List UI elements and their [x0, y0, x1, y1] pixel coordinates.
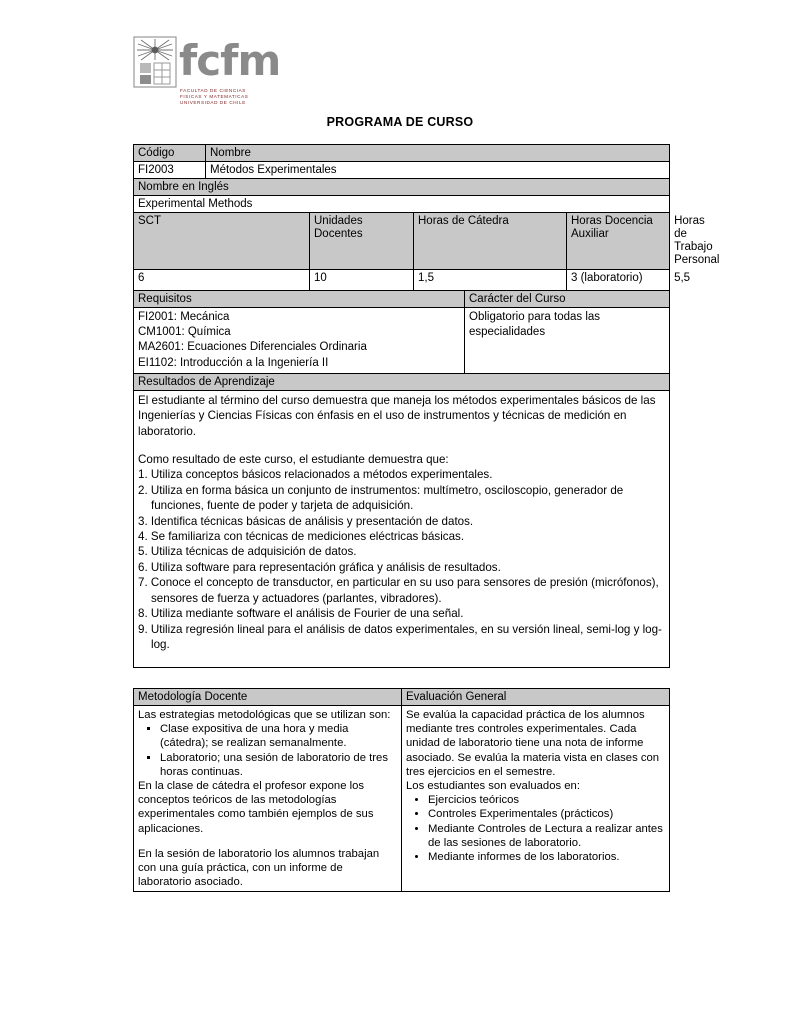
logo-subtitle [180, 88, 330, 107]
header-resultados-aprendizaje: Resultados de Aprendizaje [134, 373, 670, 390]
resultado-item: 7. Conoce el concepto de transductor, en particular en su uso para sensores de presión (micrófonos), sensores de fuerza y actuadores (parlantes, vibradores). [138, 576, 659, 605]
table-row-hours-values: 6 10 1,5 3 (laboratorio) 5,5 [134, 270, 670, 291]
value-nombre-ingles: Experimental Methods [134, 196, 670, 213]
metodologia-body [134, 706, 402, 892]
table-row-nombre-ingles-header [134, 179, 670, 196]
resultado-item: 3. Identifica técnicas básicas de análisis y presentación de datos. [138, 514, 474, 528]
caracter-curso-text: Obligatorio para todas las especialidades [465, 308, 670, 374]
resultados-intro: El estudiante al término del curso demuestra que maneja los métodos experimentales básicos de las Ingenierías y Ciencias Físicas con énfasis en el uso de instrumentos y técnicas de medición en laboratorio. [138, 393, 656, 438]
resultado-item: 4. Se familiariza con técnicas de mediciones eléctricas básicas. [138, 530, 465, 544]
resultado-item: 2. Utiliza en forma básica un conjunto de instrumentos: multímetro, osciloscopio, generador de funciones, fuente de poder y tarjeta de adquisición. [138, 483, 624, 513]
table-row-resultados-header [134, 373, 670, 390]
value-horas-catedra: 1,5 [414, 270, 567, 291]
header-requisitos: Requisitos [134, 291, 465, 308]
page-title: PROGRAMA DE CURSO [326, 115, 474, 129]
header-horas-docencia-auxiliar: Horas Docencia Auxiliar [567, 213, 670, 270]
table-row-nombre-ingles-value [134, 196, 670, 213]
table-row-requisitos-header [134, 291, 670, 308]
logo-subtitle-line-1: FACULTAD DE CIENCIAS [180, 88, 246, 93]
evaluacion-bullets [406, 793, 665, 864]
value-unidades-docentes: 10 [310, 270, 414, 291]
logo-subtitle-line-2: FISICAS Y MATEMATICAS [180, 94, 249, 100]
metodologia-para-3: En la sesión de laboratorio los alumnos trabajan con una guía práctica, con un informe de laboratorio asociado. [138, 847, 380, 889]
metodologia-bullet: ▪ Laboratorio; una sesión de laboratorio de tres horas continuas. [160, 751, 397, 779]
value-nombre: Métodos Experimentales [206, 162, 670, 179]
evaluacion-body [402, 706, 670, 892]
evaluacion-bullet: • Mediante Controles de Lectura a realizar antes de las sesiones de laboratorio. [428, 822, 665, 850]
header-unidades-docentes: Unidades Docentes [310, 213, 414, 270]
table-row-resultados-body [134, 390, 670, 668]
requisito-item: FI2001: Mecánica [138, 311, 230, 323]
header-horas-catedra: Horas de Cátedra [414, 213, 567, 270]
header-metodologia-docente: Metodología Docente [134, 689, 402, 706]
table-row-bottom-body [134, 706, 670, 892]
metodologia-bullet: ▪ Clase expositiva de una hora y media (cátedra); se realizan semanalmente. [160, 722, 397, 750]
metodologia-bullets [138, 722, 397, 779]
logo-wordmark: fcfm [179, 36, 281, 85]
requisito-item: CM1001: Química [138, 326, 231, 339]
resultado-item: 8. Utiliza mediante software el análisis de Fourier de una señal. [138, 607, 464, 621]
table-row-codigo-value [134, 162, 670, 179]
resultado-item: 6. Utiliza software para representación gráfica y análisis de resultados. [138, 560, 501, 574]
methodology-evaluation-table [133, 688, 670, 892]
metodologia-intro: Las estrategias metodológicas que se utilizan son: [138, 709, 391, 721]
header-nombre: Nombre [206, 145, 670, 162]
resultado-item: 9. Utiliza regresión lineal para el análisis de datos experimentales, en su versión lineal, semi-log y log-log. [138, 622, 662, 651]
evaluacion-bullet: • Mediante informes de los laboratorios. [428, 850, 665, 864]
resultados-body [134, 390, 670, 668]
table-row-codigo-header [134, 145, 670, 162]
requisito-item: MA2601: Ecuaciones Diferenciales Ordinaria [138, 341, 367, 354]
value-codigo: FI2003 [134, 162, 206, 179]
evaluacion-bullet: • Ejercicios teóricos [428, 793, 665, 807]
resultados-lead: Como resultado de este curso, el estudiante demuestra que: [138, 453, 449, 467]
metodologia-para-2: En la clase de cátedra el profesor expone los conceptos teóricos de las metodologías experimentales como también ejemplos de sus aplicaciones. [138, 780, 374, 835]
evaluacion-intro: Se evalúa la capacidad práctica de los alumnos mediante tres controles experimentales. Cada unidad de laboratorio tiene una nota de informe asociado. Se evalúa la materia vista en clases con tres ejercicios en el semestre. [406, 709, 660, 778]
header-evaluacion-general: Evaluación General [402, 689, 670, 706]
requisito-item: EI1102: Introducción a la Ingeniería II [138, 356, 329, 369]
header-codigo: Código [134, 145, 206, 162]
header-nombre-ingles: Nombre en Inglés [134, 179, 670, 196]
value-horas-docencia-auxiliar: 3 (laboratorio) [567, 270, 670, 291]
table-row-bottom-headers [134, 689, 670, 706]
value-sct: 6 [134, 270, 310, 291]
table-row-requisitos-values [134, 308, 670, 374]
course-info-table [133, 144, 720, 668]
logo-subtitle-line-3: UNIVERSIDAD DE CHILE [180, 100, 246, 106]
evaluacion-lead: Los estudiantes son evaluados en: [406, 780, 580, 793]
resultado-item: 1. Utiliza conceptos básicos relacionados a métodos experimentales. [138, 468, 493, 482]
logo-mark-icon [133, 36, 177, 88]
evaluacion-bullet: • Controles Experimentales (prácticos) [428, 807, 665, 821]
faculty-logo [133, 36, 333, 116]
table-row-hours-header: SCT Unidades Docentes Horas de Cátedra Horas Docencia Auxiliar Horas de Trabajo Personal [134, 213, 670, 270]
header-caracter-curso: Carácter del Curso [465, 291, 670, 308]
resultado-item: 5. Utiliza técnicas de adquisición de datos. [138, 545, 357, 559]
header-sct: SCT [134, 213, 310, 270]
requisitos-list [134, 308, 465, 374]
